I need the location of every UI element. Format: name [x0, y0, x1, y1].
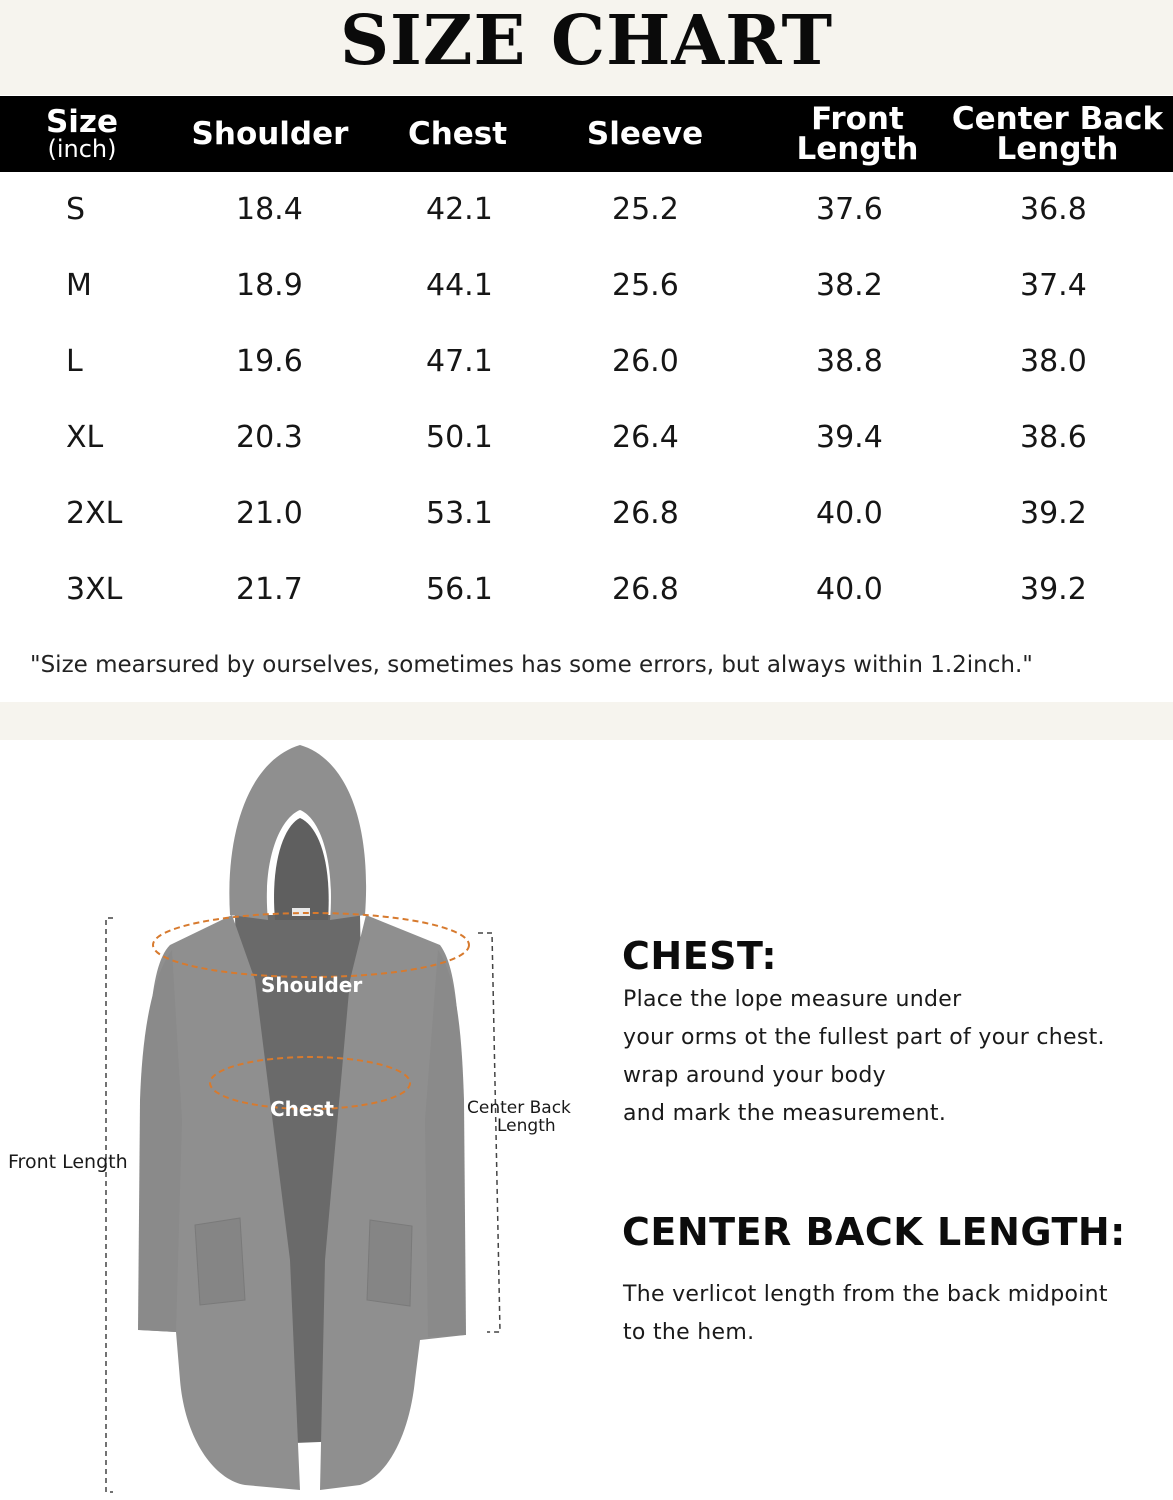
cell-chest: 47.1	[426, 344, 493, 379]
header-center-back-length	[945, 96, 1170, 172]
cell-sleeve: 25.2	[612, 192, 679, 227]
header-front-length-line1: Front	[811, 101, 904, 137]
center-back-label-line2: Length	[497, 1116, 556, 1136]
center-back-instruction-line: The verlicot length from the back midpoint	[623, 1282, 1108, 1307]
cell-sleeve: 26.8	[612, 496, 679, 531]
cell-shoulder: 21.7	[236, 572, 303, 607]
header-size-label: Size	[45, 104, 119, 140]
chest-instruction-line: wrap around your body	[623, 1063, 886, 1088]
cell-front-length: 37.6	[816, 192, 883, 227]
table-row	[0, 248, 1173, 324]
cell-sleeve: 26.8	[612, 572, 679, 607]
cell-chest: 42.1	[426, 192, 493, 227]
cell-center-back-length: 39.2	[1020, 496, 1087, 531]
cell-sleeve: 26.0	[612, 344, 679, 379]
chest-instruction-line: Place the lope measure under	[623, 987, 962, 1012]
cell-size: S	[66, 192, 86, 227]
garment-diagram	[0, 740, 600, 1500]
cell-chest: 56.1	[426, 572, 493, 607]
center-back-label-line1: Center Back	[467, 1098, 571, 1118]
front-length-label: Front Length	[8, 1151, 128, 1173]
header-front-length	[780, 96, 935, 172]
header-center-back-line2: Length	[996, 131, 1119, 167]
cell-center-back-length: 39.2	[1020, 572, 1087, 607]
chest-label: Chest	[270, 1097, 334, 1121]
cell-front-length: 39.4	[816, 420, 883, 455]
cell-shoulder: 19.6	[236, 344, 303, 379]
header-size	[22, 96, 142, 172]
header-sleeve: Sleeve	[586, 116, 704, 152]
cell-chest: 53.1	[426, 496, 493, 531]
cell-center-back-length: 37.4	[1020, 268, 1087, 303]
cell-shoulder: 20.3	[236, 420, 303, 455]
cell-size: XL	[66, 420, 104, 455]
cell-shoulder: 21.0	[236, 496, 303, 531]
page-title: SIZE CHART	[339, 1, 834, 81]
table-row	[0, 324, 1173, 400]
header-shoulder: Shoulder	[191, 116, 349, 152]
chest-instruction-line: and mark the measurement.	[623, 1101, 947, 1126]
center-back-instruction-line: to the hem.	[623, 1320, 755, 1345]
measurement-note: "Size mearsured by ourselves, sometimes has some errors, but always within 1.2inch."	[30, 652, 1033, 678]
table-row	[0, 476, 1173, 552]
cell-front-length: 40.0	[816, 572, 883, 607]
cell-size: 3XL	[66, 572, 123, 607]
cell-shoulder: 18.4	[236, 192, 303, 227]
cell-shoulder: 18.9	[236, 268, 303, 303]
table-row	[0, 400, 1173, 476]
cell-center-back-length: 36.8	[1020, 192, 1087, 227]
cell-chest: 44.1	[426, 268, 493, 303]
cell-center-back-length: 38.0	[1020, 344, 1087, 379]
header-center-back-line1: Center Back	[951, 101, 1164, 137]
cell-sleeve: 25.6	[612, 268, 679, 303]
table-row	[0, 552, 1173, 628]
center-back-heading: CENTER BACK LENGTH:	[622, 1210, 1126, 1254]
header-front-length-line2: Length	[796, 131, 919, 167]
header-size-unit: (inch)	[47, 135, 117, 163]
cell-size: 2XL	[66, 496, 123, 531]
table-row	[0, 172, 1173, 248]
chest-instruction-line: your orms ot the fullest part of your chest.	[623, 1025, 1105, 1050]
header-chest: Chest	[407, 116, 508, 152]
cell-front-length: 40.0	[816, 496, 883, 531]
cell-front-length: 38.2	[816, 268, 883, 303]
cell-chest: 50.1	[426, 420, 493, 455]
cell-front-length: 38.8	[816, 344, 883, 379]
chest-heading: CHEST:	[622, 934, 778, 978]
separator-band	[0, 702, 1173, 740]
cell-sleeve: 26.4	[612, 420, 679, 455]
shoulder-label: Shoulder	[261, 973, 363, 997]
cell-center-back-length: 38.6	[1020, 420, 1087, 455]
cell-size: M	[66, 268, 92, 303]
cell-size: L	[66, 344, 83, 379]
